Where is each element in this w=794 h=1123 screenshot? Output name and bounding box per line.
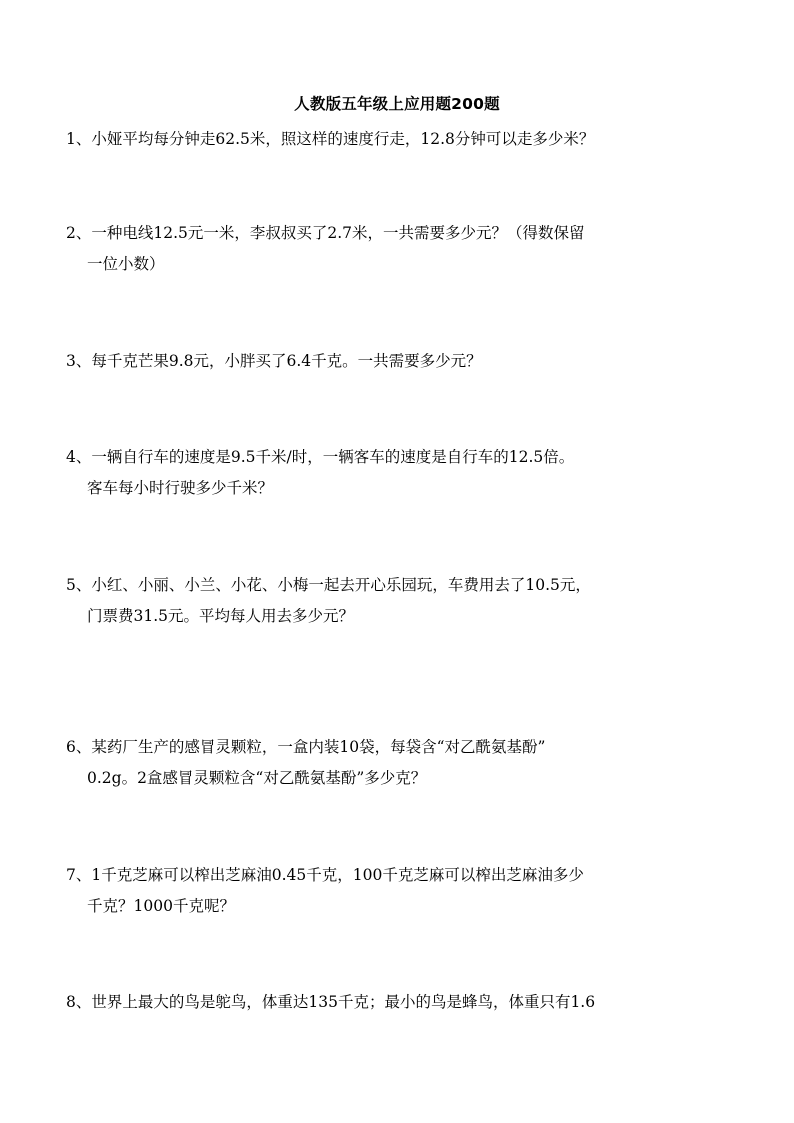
problem-3: [66, 346, 716, 377]
problem-8: [66, 987, 716, 1018]
problem-6-line-1: 6、某药厂生产的感冒灵颗粒，一盒内装10袋，每袋含“对乙酰氨基酚”: [66, 738, 546, 756]
problem-6-line-2: 0.2g。2盒感冒灵颗粒含“对乙酰氨基酚”多少克？: [87, 769, 427, 787]
problem-7: [66, 860, 716, 922]
problem-5-line-1: 5、小红、小丽、小兰、小花、小梅一起去开心乐园玩，车费用去了10.5元，: [66, 576, 591, 594]
document-title: 人教版五年级上应用题200题: [294, 95, 500, 113]
problem-5: [66, 570, 716, 632]
problem-2: [66, 218, 716, 280]
problem-2-line-2: 一位小数）: [87, 255, 165, 273]
problem-4: [66, 442, 716, 504]
problem-3-line-1: 3、每千克芒果9.8元，小胖买了6.4千克。一共需要多少元？: [66, 352, 482, 370]
problem-7-line-1: 7、1千克芝麻可以榨出芝麻油0.45千克，100千克芝麻可以榨出芝麻油多少: [66, 866, 584, 884]
problem-1-line-1: 1、小娅平均每分钟走62.5米，照这样的速度行走，12.8分钟可以走多少米？: [66, 130, 595, 148]
problem-7-line-2: 千克？1000千克呢？: [87, 897, 235, 915]
problem-5-line-2: 门票费31.5元。平均每人用去多少元？: [87, 607, 355, 625]
problem-8-line-1: 8、世界上最大的鸟是鸵鸟，体重达135千克；最小的鸟是蜂鸟，体重只有1.6: [66, 993, 596, 1011]
problem-4-line-2: 客车每小时行驶多少千米？: [87, 479, 274, 497]
problem-2-line-1: 2、一种电线12.5元一米，李叔叔买了2.7米，一共需要多少元？（得数保留: [66, 224, 585, 242]
problem-6: [66, 732, 716, 794]
problem-1: [66, 124, 716, 155]
problem-4-line-1: 4、一辆自行车的速度是9.5千米/时，一辆客车的速度是自行车的12.5倍。: [66, 448, 575, 466]
